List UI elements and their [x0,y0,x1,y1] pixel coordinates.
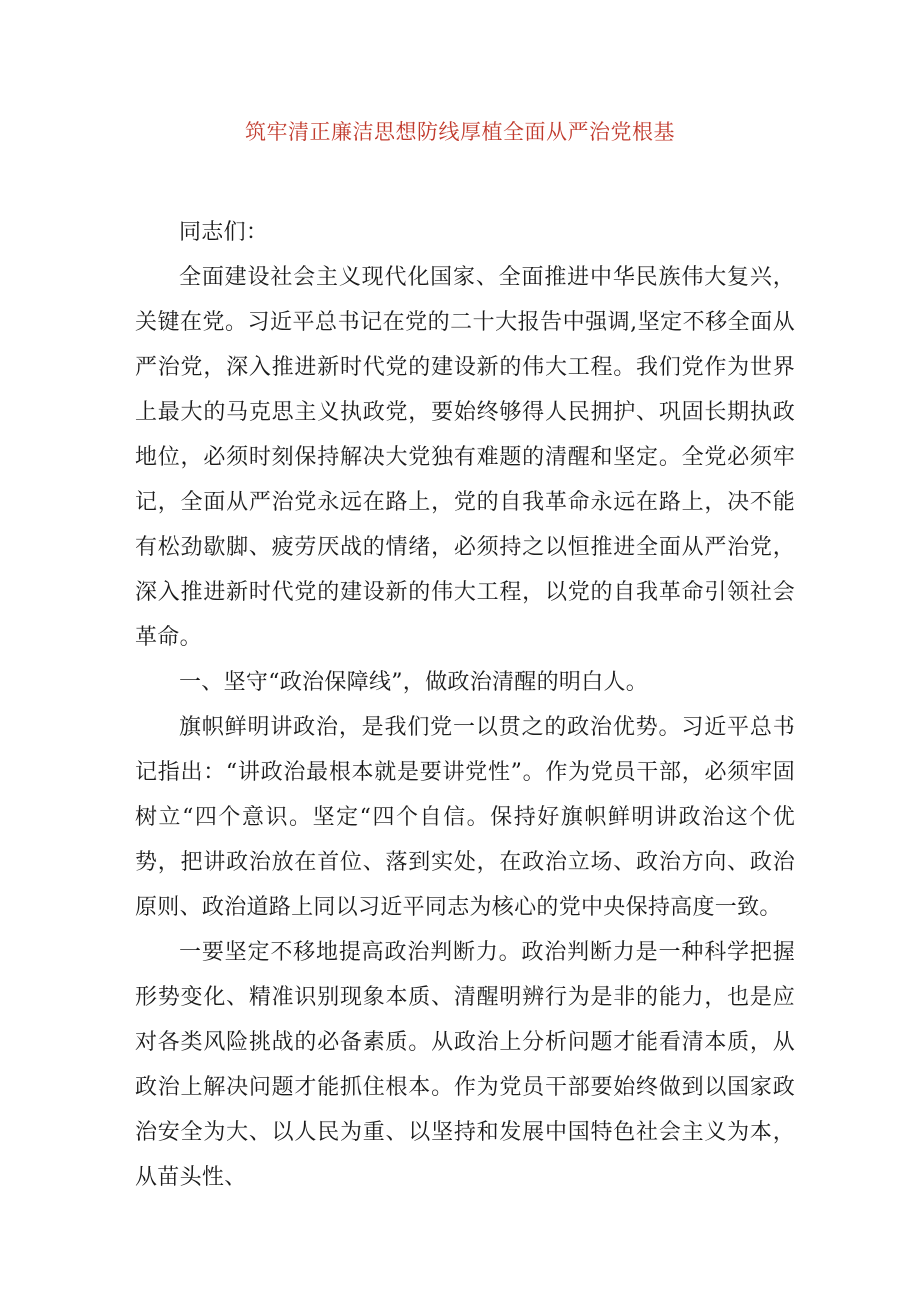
paragraph-intro: 全面建设社会主义现代化国家、全面推进中华民族伟大复兴，关键在党。习近平总书记在党的二十大报告中强调,坚定不移全面从严治党，深入推进新时代党的建设新的伟大工程。我们党作为世界上最大的马克思主义执政党，要始终够得人民拥护、巩固长期执政地位，必须时刻保持解决大党独有难题的清醒和坚定。全党必须牢记，全面从严治党永远在路上，党的自我革命永远在路上，决不能有松劲歇脚、疲劳厌战的情绪，必须持之以恒推进全面从严治党，深入推进新时代党的建设新的伟大工程，以党的自我革命引领社会革命。 [135,265,795,650]
document-title: 筑牢清正廉洁思想防线厚植全面从严治党根基 [245,120,675,144]
section-heading-1: 一、坚守“政治保障线”，做政治清醒的明白人。 [179,670,649,695]
paragraph-politics: 旗帜鲜明讲政治，是我们党一以贯之的政治优势。习近平总书记指出：“讲政治最根本就是要讲党性”。作为党员干部，必须牢固树立“四个意识。坚定“四个自信。保持好旗帜鲜明讲政治这个优势，把讲政治放在首位、落到实处，在政治立场、政治方向、政治原则、政治道路上同以习近平同志为核心的党中央保持高度一致。 [135,715,795,920]
document-body [135,210,795,1200]
salutation: 同志们： [179,220,269,245]
paragraph-judgment: 一要坚定不移地提高政治判断力。政治判断力是一种科学把握形势变化、精准识别现象本质、清醒明辨行为是非的能力，也是应对各类风险挑战的必备素质。从政治上分析问题才能看清本质，从政治上解决问题才能抓住根本。作为党员干部要始终做到以国家政治安全为大、以人民为重、以坚持和发展中国特色社会主义为本，从苗头性、 [135,940,795,1190]
